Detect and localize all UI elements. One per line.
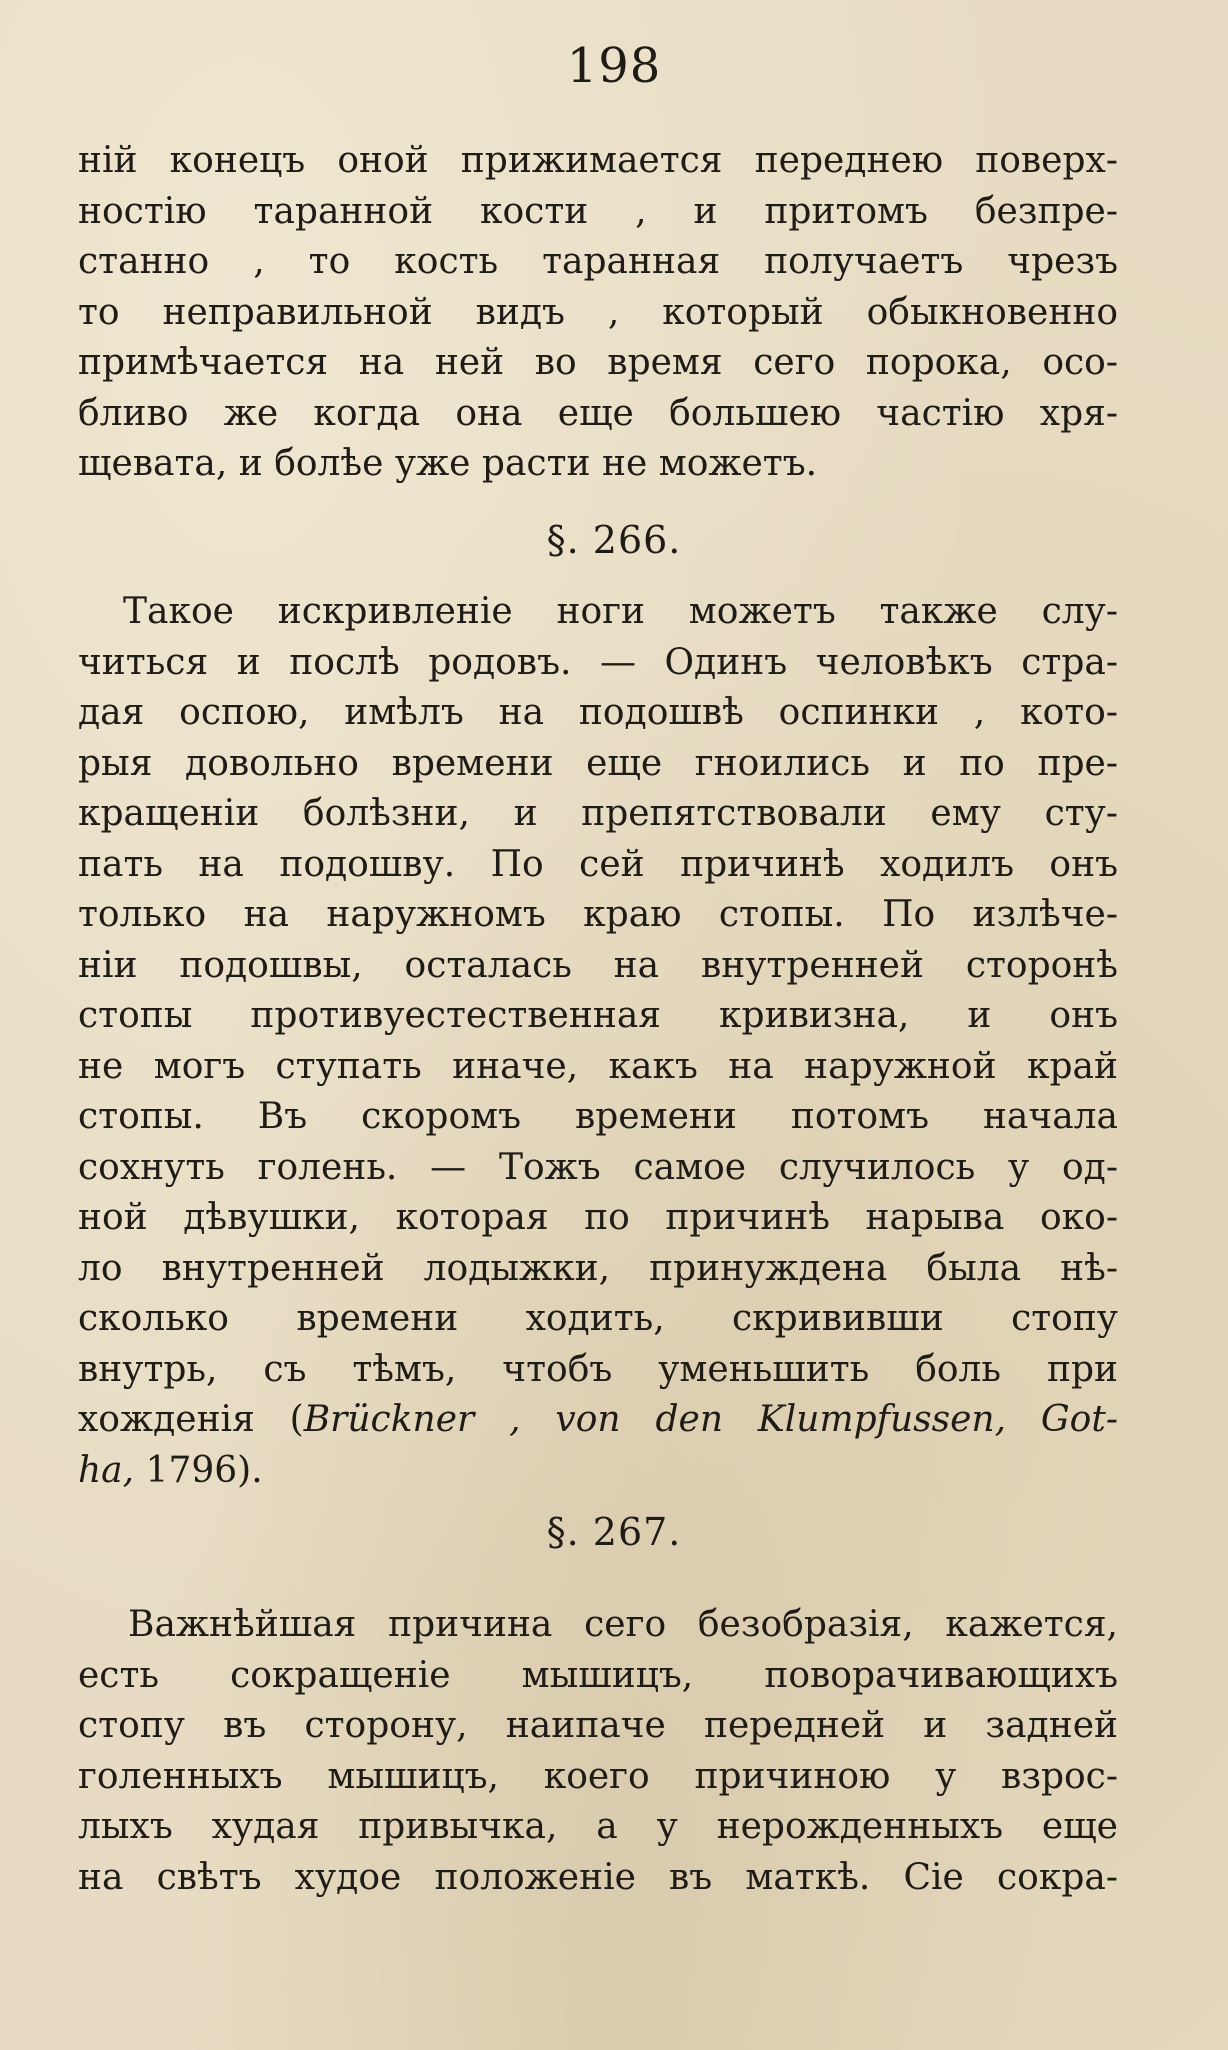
citation-line <box>78 1446 1118 1497</box>
text-line: примѣчается на ней во время сего порока, осо- <box>78 342 1118 383</box>
text-line: сколько времени ходить, скрививши стопу <box>78 1298 1118 1339</box>
text-line: голенныхъ мышицъ, коего причиною у взрос- <box>78 1755 1118 1797</box>
citation-italic: Brückner , von den Klumpfussen, Got- <box>303 1399 1118 1440</box>
text-line: внутрь, съ тѣмъ, чтобъ уменьшить боль при <box>78 1348 1118 1390</box>
text-span: хожденія ( <box>78 1399 304 1440</box>
text-line: читься и послѣ родовъ. — Одинъ человѣкъ стра- <box>78 641 1118 683</box>
text-line: ло внутренней лодыжки, принуждена была нѣ- <box>78 1247 1118 1289</box>
paragraph-continuation <box>78 136 1118 490</box>
text-line: кращеніи болѣзни, и препятствовали ему сту- <box>78 793 1118 834</box>
text-line: ностію таранной кости , и притомъ безпре- <box>78 190 1118 232</box>
text-line: на свѣтъ худое положеніе въ маткѣ. Сіе сокра- <box>78 1856 1118 1898</box>
paragraph-266 <box>78 587 1118 1496</box>
text-line: есть сокращеніе мышицъ, поворачивающихъ <box>78 1654 1118 1696</box>
text-line: Важнѣйшая причина сего безобразія, кажется, <box>128 1604 1118 1645</box>
text-line: ной дѣвушки, которая по причинѣ нарыва око- <box>78 1197 1118 1238</box>
text-line: Такое искривленіе ноги можетъ также слу- <box>123 591 1118 632</box>
text-line: только на наружномъ краю стопы. По излѣче- <box>78 894 1118 935</box>
text-line: то неправильной видъ , который обыкновенно <box>78 291 1118 333</box>
text-line: дая оспою, имѣлъ на подошвѣ оспинки , кото- <box>78 692 1118 733</box>
citation-italic: ha, <box>78 1449 135 1491</box>
text-line: щевата, и болѣе уже расти не можетъ. <box>78 443 818 484</box>
text-line: сохнуть голень. — Тожъ самое случилось у од- <box>78 1146 1118 1188</box>
text-line: ній конецъ оной прижимается переднею поверх- <box>78 140 1118 181</box>
page-number: 198 <box>566 38 662 94</box>
text-line: станно , то кость таранная получаетъ чрезъ <box>78 241 1118 282</box>
text-line: ніи подошвы, осталась на внутренней сторонѣ <box>78 944 1118 986</box>
citation-line <box>78 1395 1118 1446</box>
text-line: бливо же когда она еще большею частію хря- <box>78 392 1118 434</box>
section-heading-267: §. 267. <box>546 1510 682 1554</box>
text-line: стопы. Въ скоромъ времени потомъ начала <box>78 1096 1118 1137</box>
text-line: рыя довольно времени еще гноились и по пре- <box>78 742 1118 784</box>
text-line: стопы противуестественная кривизна, и онъ <box>78 995 1118 1036</box>
text-line: пать на подошву. По сей причинѣ ходилъ онъ <box>78 843 1118 885</box>
paragraph-267 <box>78 1600 1118 1903</box>
section-heading-266: §. 266. <box>546 518 682 562</box>
text-span: 1796). <box>134 1449 263 1491</box>
text-line: лыхъ худая привычка, а у нерожденныхъ еще <box>78 1806 1118 1847</box>
text-line: стопу въ сторону, наипаче передней и задней <box>78 1705 1118 1746</box>
text-line: не могъ ступать иначе, какъ на наружной край <box>78 1045 1118 1087</box>
